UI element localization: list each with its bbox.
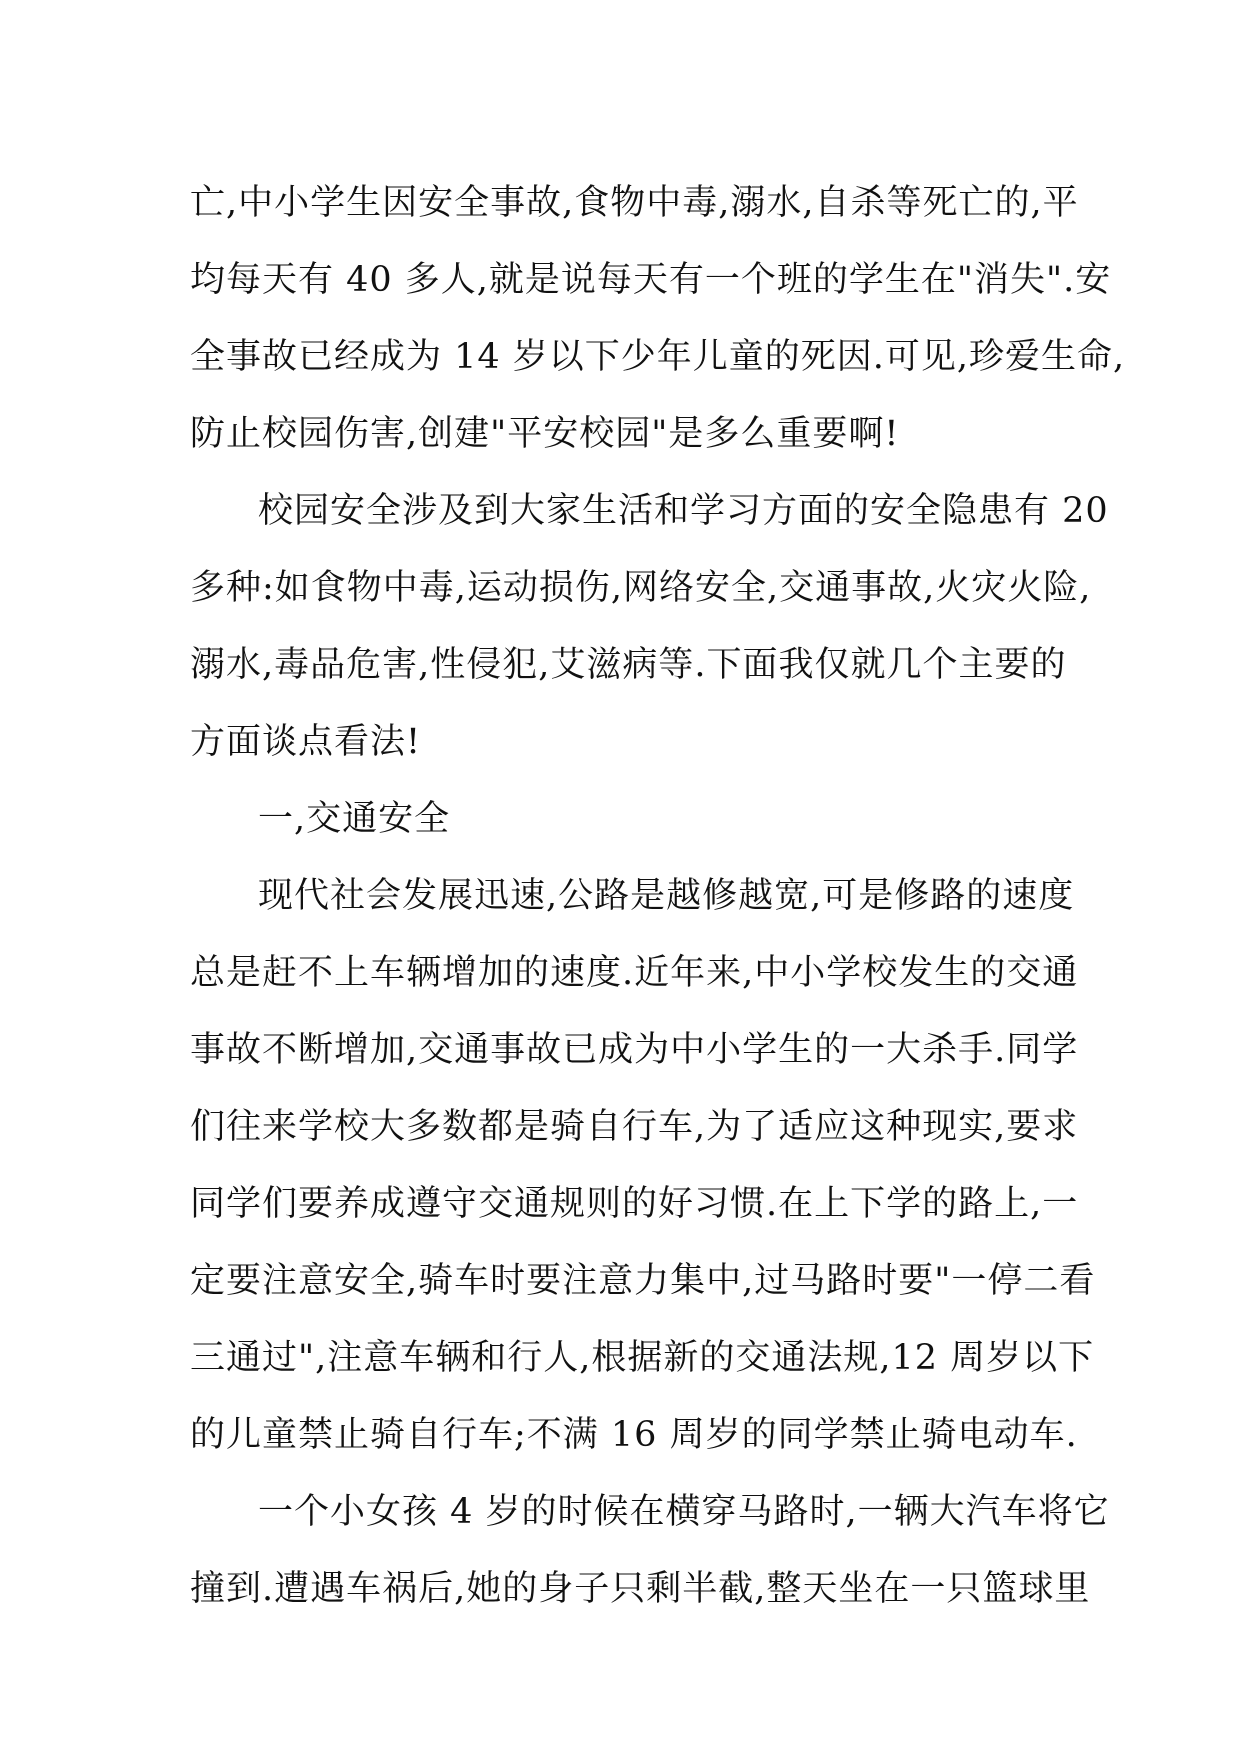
text-line: 事故不断增加,交通事故已成为中小学生的一大杀手.同学 xyxy=(190,1030,1079,1070)
text-line: 三通过",注意车辆和行人,根据新的交通法规,12 周岁以下 xyxy=(190,1338,1095,1378)
text-line: 总是赶不上车辆增加的速度.近年来,中小学校发生的交通 xyxy=(190,953,1079,993)
text-line: 防止校园伤害,创建"平安校园"是多么重要啊! xyxy=(190,414,900,454)
text-line: 定要注意安全,骑车时要注意力集中,过马路时要"一停二看 xyxy=(190,1261,1096,1301)
text-line: 多种:如食物中毒,运动损伤,网络安全,交通事故,火灾火险, xyxy=(190,568,1092,608)
paragraph-first-line: 一个小女孩 4 岁的时候在横穿马路时,一辆大汽车将它 xyxy=(258,1492,1110,1532)
text-line: 的儿童禁止骑自行车;不满 16 周岁的同学禁止骑电动车. xyxy=(190,1415,1078,1455)
text-line: 撞到.遭遇车祸后,她的身子只剩半截,整天坐在一只篮球里 xyxy=(190,1569,1091,1609)
text-line: 全事故已经成为 14 岁以下少年儿童的死因.可见,珍爱生命, xyxy=(190,337,1126,377)
text-line: 均每天有 40 多人,就是说每天有一个班的学生在"消失".安 xyxy=(190,260,1112,300)
text-line: 亡,中小学生因安全事故,食物中毒,溺水,自杀等死亡的,平 xyxy=(190,183,1079,223)
paragraph-first-line: 校园安全涉及到大家生活和学习方面的安全隐患有 20 xyxy=(258,491,1109,531)
paragraph-first-line: 现代社会发展迅速,公路是越修越宽,可是修路的速度 xyxy=(258,876,1075,916)
text-line: 溺水,毒品危害,性侵犯,艾滋病等.下面我仅就几个主要的 xyxy=(190,645,1067,685)
section-heading: 一,交通安全 xyxy=(258,799,451,839)
text-line: 们往来学校大多数都是骑自行车,为了适应这种现实,要求 xyxy=(190,1107,1079,1147)
text-line: 同学们要养成遵守交通规则的好习惯.在上下学的路上,一 xyxy=(190,1184,1079,1224)
text-line: 方面谈点看法! xyxy=(190,722,422,762)
document-body xyxy=(190,165,1126,1628)
